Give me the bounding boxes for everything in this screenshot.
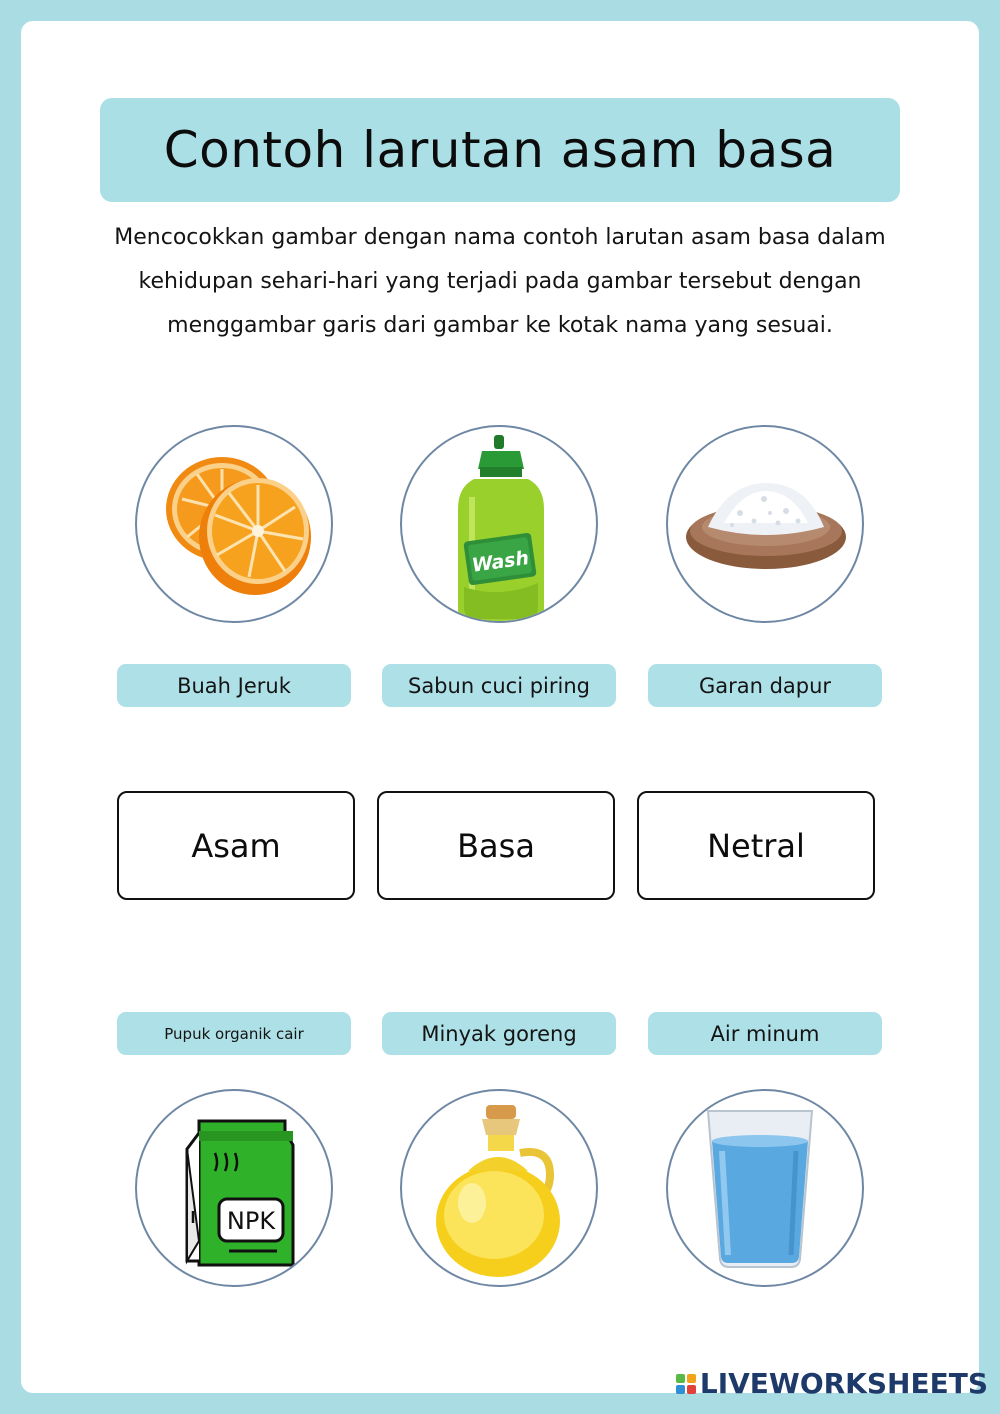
orange-image-circle[interactable] [135,425,333,623]
title-banner [100,98,900,202]
label-pupuk-organik-cair[interactable] [117,1012,351,1055]
label-buah-jeruk[interactable] [117,664,351,707]
category-box-asam[interactable] [117,791,355,900]
fertilizer-image-circle[interactable] [135,1089,333,1287]
oil-image-circle[interactable] [400,1089,598,1287]
label-text: Buah Jeruk [177,673,291,698]
soap-image-circle[interactable] [400,425,598,623]
category-label: Asam [191,826,281,865]
label-minyak-goreng[interactable] [382,1012,616,1055]
npk-fertilizer-bag-icon [137,1091,333,1287]
category-box-basa[interactable] [377,791,615,900]
category-label: Netral [707,826,805,865]
label-text: Garan dapur [698,673,832,698]
cooking-oil-jar-icon [402,1091,598,1287]
salt-image-circle[interactable] [666,425,864,623]
orange-icon [137,427,333,623]
brand-text: LIVEWORKSHEETS [699,1367,988,1400]
salt-bowl-icon [668,427,864,623]
label-air-minum[interactable] [648,1012,882,1055]
label-text: Pupuk organik cair [164,1024,304,1043]
label-text: Air minum [710,1021,820,1046]
water-glass-icon [668,1091,864,1287]
label-sabun-cuci-piring[interactable] [382,664,616,707]
label-garan-dapur[interactable] [648,664,882,707]
liveworksheets-brand [676,1367,988,1400]
water-image-circle[interactable] [666,1089,864,1287]
category-box-netral[interactable] [637,791,875,900]
instructions-text: Mencocokkan gambar dengan nama contoh larutan asam basa dalam kehidupan sehari-hari yang terjadi pada gambar tersebut dengan menggambar garis dari gambar ke kotak nama yang sesuai. [114,225,886,338]
npk-text: NPK [226,1207,276,1235]
category-label: Basa [457,826,535,865]
label-text: Sabun cuci piring [407,673,590,698]
soap-brand-text: Wash [470,547,531,577]
label-text: Minyak goreng [421,1021,577,1046]
liveworksheets-logo-icon [676,1374,696,1394]
dish-soap-bottle-icon [402,427,598,623]
page-title: Contoh larutan asam basa [163,121,837,179]
